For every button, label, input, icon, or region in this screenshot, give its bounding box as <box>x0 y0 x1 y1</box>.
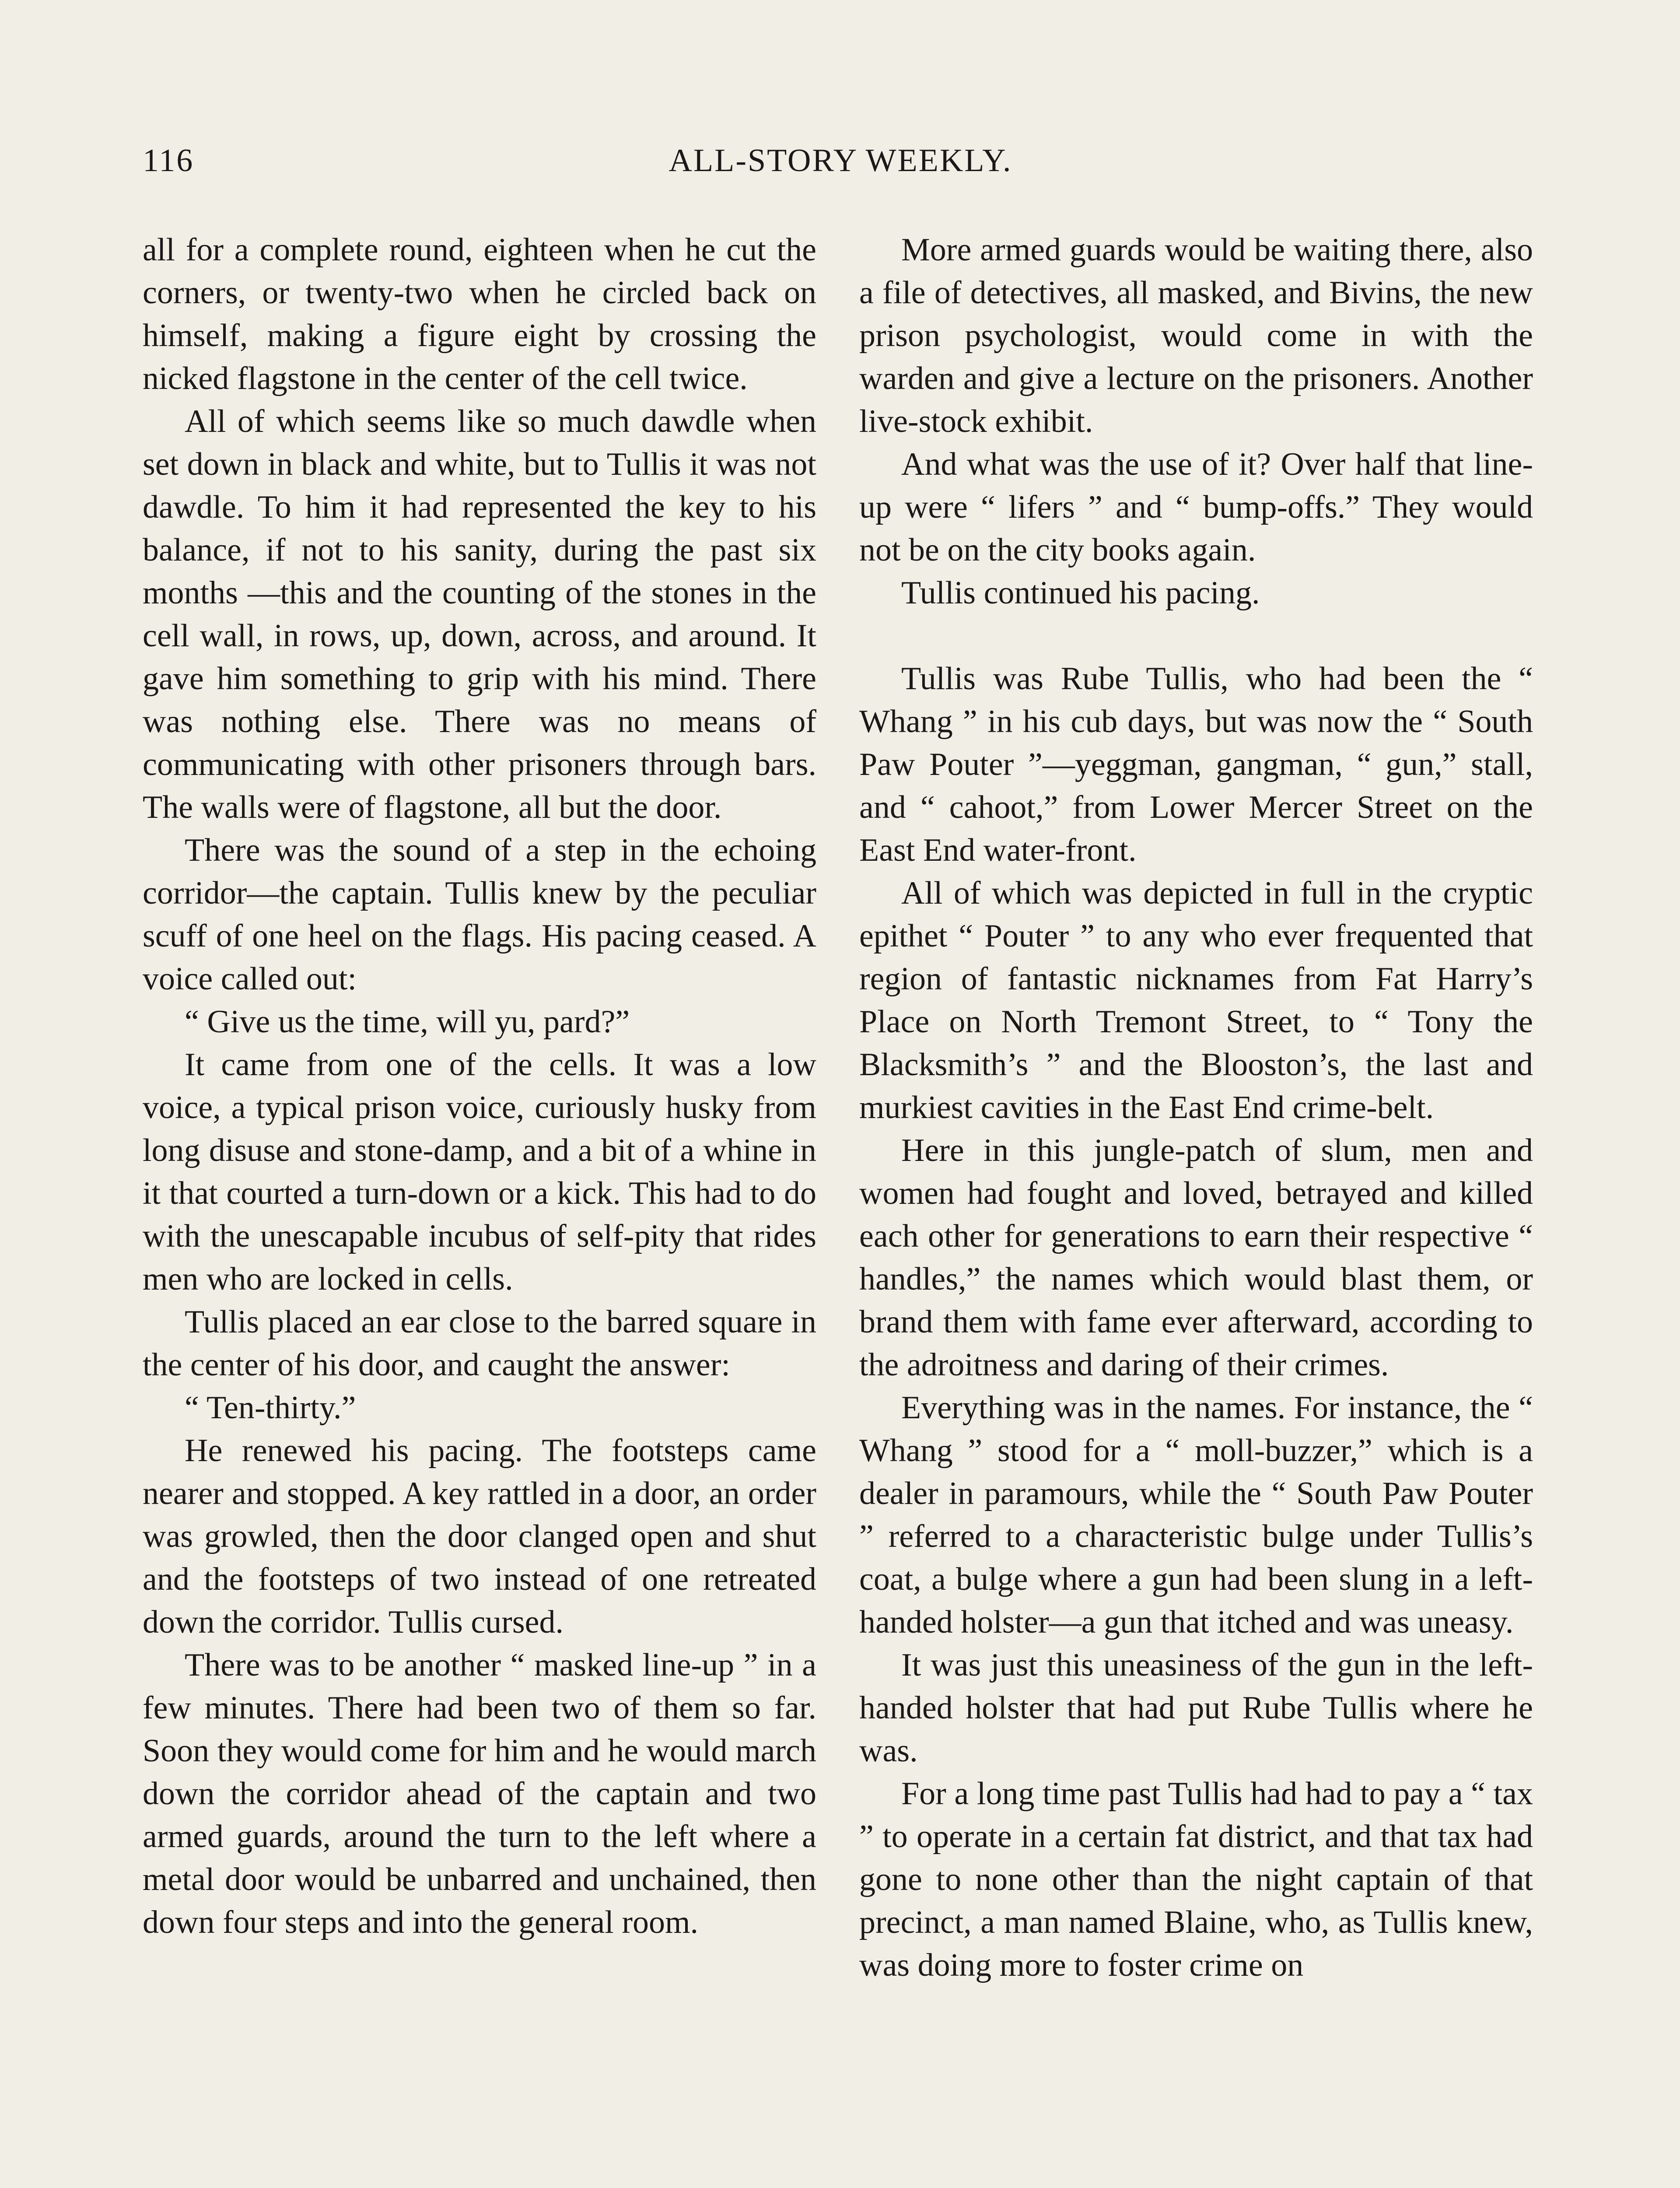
paragraph: There was the sound of a step in the echoing corridor—the captain. Tullis knew by the peculiar scuff of one heel on the flags. His pacing ceased. A voice called out: <box>143 832 816 997</box>
running-title: ALL-STORY WEEKLY. <box>668 143 1012 179</box>
paragraph: Tullis placed an ear close to the barred square in the center of his door, and caught the answer: <box>143 1304 816 1383</box>
paragraph: Tullis continued his pacing. <box>901 575 1260 611</box>
paragraph: Everything was in the names. For instance, the “ Whang ” stood for a “ moll-buzzer,” which is a dealer in paramours, while the “ South Paw Pouter ” referred to a characteristic bulge under Tullis’s coat, a bulge where a gun had been slung in a left-handed holster—a gun that itched and was uneasy. <box>859 1390 1533 1640</box>
paragraph: More armed guards would be waiting there, also a file of detectives, all masked, and Bivins, the new prison psychologist, would come in with the warden and give a lecture on the prisoners. Another live-stock exhibit. <box>859 232 1533 439</box>
paragraph: Here in this jungle-patch of slum, men and women had fought and loved, betrayed and killed each other for generations to earn their respective “ handles,” the names which would blast them, or brand them with fame ever afterward, according to the adroitness and daring of their crimes. <box>859 1133 1533 1383</box>
paragraph: He renewed his pacing. The footsteps came nearer and stopped. A key rattled in a door, an order was growled, then the door clanged open and shut and the footsteps of two instead of one retreated down the corridor. Tullis cursed. <box>143 1433 816 1640</box>
paragraph: It was just this uneasiness of the gun in the left-handed holster that had put Rube Tullis where he was. <box>859 1647 1533 1769</box>
paragraph: There was to be another “ masked line-up ” in a few minutes. There had been two of them so far. Soon they would come for him and he would march down the corridor ahead of the captain and two armed guards, around the turn to the left where a metal door would be unbarred and unchained, then down four steps and into the general room. <box>143 1647 816 1940</box>
left-column <box>143 228 816 1944</box>
paragraph: All of which was depicted in full in the cryptic epithet “ Pouter ” to any who ever frequented that region of fantastic nicknames from Fat Harry’s Place on North Tremont Street, to “ Tony the Blacksmith’s ” and the Blooston’s, the last and murkiest cavities in the East End crime-belt. <box>859 875 1533 1126</box>
paragraph: It came from one of the cells. It was a low voice, a typical prison voice, curiously husky from long disuse and stone-damp, and a bit of a whine in it that courted a turn-down or a kick. This had to do with the unescapable incubus of self-pity that rides men who are locked in cells. <box>143 1047 816 1297</box>
section-break <box>859 614 1533 657</box>
paragraph: “ Give us the time, will yu, pard?” <box>185 1004 630 1040</box>
paragraph: Tullis was Rube Tullis, who had been the “ Whang ” in his cub days, but was now the “ South Paw Pouter ”—yeggman, gangman, “ gun,” stall, and “ cahoot,” from Lower Mercer Street on the East End water-front. <box>859 661 1533 868</box>
paragraph: For a long time past Tullis had had to pay a “ tax ” to operate in a certain fat district, and that tax had gone to none other than the night captain of that precinct, a man named Blaine, who, as Tullis knew, was doing more to foster crime on <box>859 1776 1533 1983</box>
page-number: 116 <box>143 143 194 179</box>
right-column <box>859 228 1533 1987</box>
paragraph: all for a complete round, eighteen when he cut the corners, or twenty-two when he circled back on himself, making a figure eight by crossing the nicked flagstone in the center of the cell twice. <box>143 232 816 396</box>
page-header <box>143 142 1538 190</box>
paragraph: “ Ten-thirty.” <box>185 1390 356 1426</box>
paragraph: And what was the use of it? Over half that line-up were “ lifers ” and “ bump-offs.” They would not be on the city books again. <box>859 446 1533 568</box>
paragraph: All of which seems like so much dawdle when set down in black and white, but to Tullis it was not dawdle. To him it had represented the key to his balance, if not to his sanity, during the past six months —this and the counting of the stones in the cell wall, in rows, up, down, across, and around. It gave him something to grip with his mind. There was nothing else. There was no means of communicating with other prisoners through bars. The walls were of flagstone, all but the door. <box>143 403 816 825</box>
